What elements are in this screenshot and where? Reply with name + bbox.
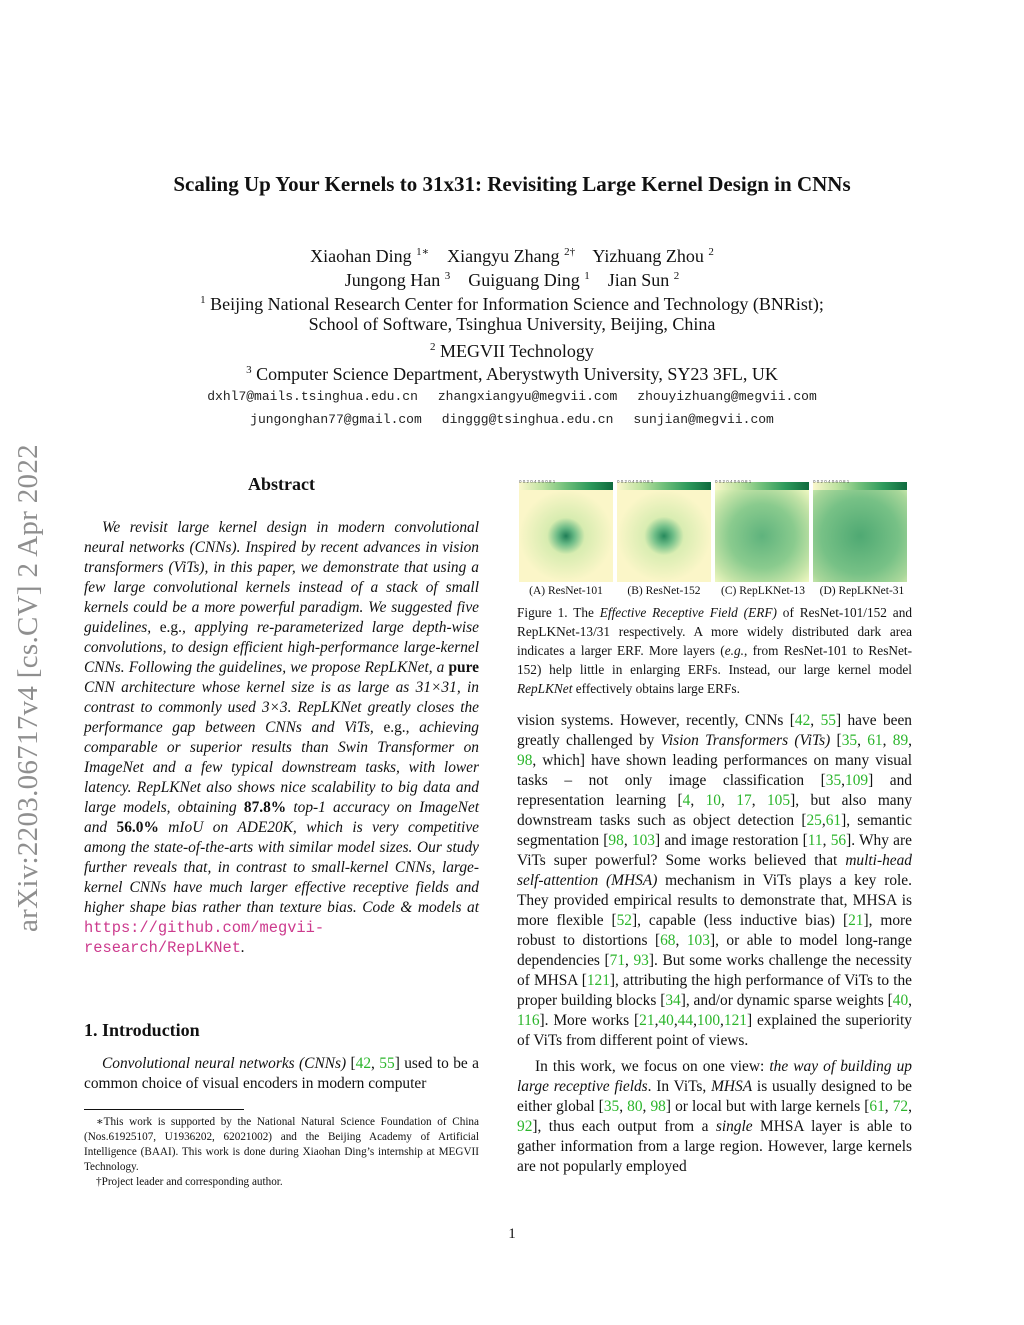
citation-link[interactable]: 105 — [766, 792, 791, 809]
affiliation-3 — [0, 358, 1024, 386]
paragraph: In this work, we focus on one view: the way of building up large receptive fields. In ViTs, MHSA is usually designed to be either global [35, 80, 98] or local but with large kernels [61, 72, 92], thus each output from a single MHSA layer is able to gather information from a large region. However, large kernels are not popularly employed — [517, 1058, 913, 1175]
citation-link[interactable]: 10 — [705, 792, 721, 809]
citation-link[interactable]: 71 — [609, 952, 626, 969]
erf-heatmap — [519, 490, 613, 582]
colorbar-ticks: 0 0.2 0.4 0.6 0.8 1 — [519, 479, 556, 484]
citation-link[interactable]: 42 — [355, 1055, 372, 1072]
citation-link[interactable]: 44 — [677, 1012, 694, 1029]
colorbar-ticks: 0 0.2 0.4 0.6 0.8 1 — [617, 479, 654, 484]
erf-panel-c — [715, 479, 809, 582]
citation-link[interactable]: 25 — [806, 812, 822, 829]
citation-link[interactable]: 61 — [869, 1098, 885, 1115]
right-column-text — [517, 711, 912, 1177]
affiliation-1b: School of Software, Tsinghua University, Beijing, China — [308, 314, 716, 334]
footnote-rule — [84, 1109, 244, 1110]
arxiv-identifier: arXiv:2203.06717v4 [cs.CV] 2 Apr 2022 — [12, 444, 44, 932]
citation-link[interactable]: 61 — [825, 812, 842, 829]
email[interactable]: jungonghan77@gmail.com — [250, 412, 422, 427]
author-sup: 1∗ — [416, 246, 430, 258]
erf-heatmap — [617, 490, 711, 582]
citation-link[interactable]: 40 — [892, 992, 909, 1009]
author-name: Guiguang Ding — [468, 270, 580, 290]
email[interactable]: sunjian@megvii.com — [633, 412, 774, 427]
abstract-heading: Abstract — [248, 474, 315, 494]
citation-link[interactable]: 21 — [848, 912, 864, 929]
affiliation-text: Beijing National Research Center for Information Science and Technology (BNRist); — [210, 294, 824, 314]
erf-heatmap — [813, 490, 907, 582]
intro-paragraph: Convolutional neural networks (CNNs) [42, 55] used to be a common choice of visual encoders in modern computer — [84, 1055, 480, 1092]
citation-link[interactable]: 17 — [736, 792, 752, 809]
citation-link[interactable]: 103 — [686, 932, 710, 949]
author-name: Xiaohan Ding — [310, 246, 412, 266]
citation-link[interactable]: 93 — [633, 952, 649, 969]
erf-heatmap — [715, 490, 809, 582]
citation-link[interactable]: 72 — [892, 1098, 909, 1115]
citation-link[interactable]: 121 — [586, 972, 610, 989]
citation-link[interactable]: 116 — [517, 1012, 540, 1029]
citation-link[interactable]: 34 — [665, 992, 681, 1009]
citation-link[interactable]: 52 — [616, 912, 632, 929]
citation-link[interactable]: 4 — [682, 792, 691, 809]
citation-link[interactable]: 103 — [631, 832, 655, 849]
subfigure-label: (A) ResNet-101 — [529, 585, 603, 597]
code-link[interactable]: https://github.com/megvii-research/RepLKNet — [84, 919, 325, 957]
citation-link[interactable]: 68 — [660, 932, 676, 949]
figure-caption: Figure 1. The Effective Receptive Field (ERF) of ResNet-101/152 and RepLKNet-13/31 respectively. A more widely distributed dark area indicates a larger ERF. More layers (e.g., from ResNet-101 to ResNet-152) help little in enlarging ERFs. Instead, our large kernel model RepLKNet effectively obtains large ERFs. — [517, 605, 912, 696]
erf-area — [715, 490, 809, 582]
citation-link[interactable]: 42 — [794, 712, 811, 729]
author-name: Yizhuang Zhou — [592, 246, 704, 266]
citation-link[interactable]: 100 — [696, 1012, 721, 1029]
citation-link[interactable]: 92 — [517, 1118, 533, 1135]
citation-link[interactable]: 98 — [517, 752, 533, 769]
citation-link[interactable]: 35 — [603, 1098, 620, 1115]
footnote-2: †Project leader and corresponding author. — [96, 1176, 283, 1188]
email[interactable]: dxhl7@mails.tsinghua.edu.cn — [207, 389, 418, 404]
citation-link[interactable]: 121 — [723, 1012, 747, 1029]
citation-link[interactable]: 21 — [639, 1012, 655, 1029]
erf-panel-a — [519, 479, 613, 582]
aff-sup: 1 — [200, 294, 206, 306]
email[interactable]: zhangxiangyu@megvii.com — [437, 389, 618, 404]
author-name: Xiangyu Zhang — [447, 246, 560, 266]
figure-erf — [517, 474, 913, 597]
aff-sup: 2 — [430, 341, 436, 353]
citation-link[interactable]: 109 — [845, 772, 869, 789]
author-sup: 2 — [708, 246, 714, 258]
paragraph: vision systems. However, recently, CNNs [42, 55] have been greatly challenged by Vision Transformers (ViTs) [35, 61, 89, 98, which] have shown leading performances on many visual tasks – not only image classification [35,109] and representation learning [4, 10, 17, 105], but also many downstream tasks such as object detection [25,61], semantic segmentation [98, 103] and image restoration [11, 56]. Why are ViTs super powerful? Some works believed that multi-head self-attention (MHSA) mechanism in ViTs plays a key role. They provided empirical results to demonstrate that, MHSA is more flexible [52], capable (less inductive bias) [21], more robust to distortions [68, 103], or able to model long-range dependencies [71, 93]. But some works challenge the necessity of MHSA [121], attributing the high performance of ViTs to the proper building blocks [34], and/or dynamic sparse weights [40, 116]. More works [21,40,44,100,121] explained the superiority of ViTs from different point of views. — [517, 712, 913, 1049]
page-number: 1 — [508, 1226, 516, 1242]
email[interactable]: zhouyizhuang@megvii.com — [637, 389, 817, 404]
citation-link[interactable]: 11 — [807, 832, 823, 849]
citation-link[interactable]: 55 — [379, 1055, 395, 1072]
erf-area — [813, 490, 907, 582]
colorbar-ticks: 0 0.2 0.4 0.6 0.8 1 — [715, 479, 752, 484]
erf-area — [519, 490, 613, 582]
affiliation-text: MEGVII Technology — [440, 341, 594, 361]
colorbar-ticks: 0 0.2 0.4 0.6 0.8 1 — [813, 479, 850, 484]
citation-link[interactable]: 55 — [820, 712, 836, 729]
author-sup: 2 — [673, 270, 680, 282]
citation-link[interactable]: 35 — [825, 772, 842, 789]
erf-area — [617, 490, 711, 582]
footnote-1: ∗This work is supported by the National Natural Science Foundation of China (Nos.61925107, U1936202, 62021002) and the Beijing Academy of Artificial Intelligence (BAAI). This work is done during Xiaohan Ding’s internship at MEGVII Technology. — [84, 1116, 479, 1173]
email-row-1 — [0, 385, 1024, 408]
citation-link[interactable]: 89 — [892, 732, 909, 749]
author-sup: 1 — [584, 270, 590, 282]
citation-link[interactable]: 80 — [627, 1098, 643, 1115]
abstract-body: We revisit large kernel design in modern convolutional neural networks (CNNs). Inspired by recent advances in vision transformers (ViTs), in this paper, we demonstrate that using a few large convolutional kernels instead of a stack of small kernels could be a more powerful paradigm. We suggested five guidelines, e.g., applying re-parameterized large depth-wise convolutions, to design efficient high-performance large-kernel CNNs. Following the guidelines, we propose RepLKNet, a pure CNN architecture whose kernel size is as large as 31×31, in contrast to commonly used 3×3. RepLKNet greatly closes the performance gap between CNNs and ViTs, e.g., achieving comparable or superior results than Swin Transformer on ImageNet and a few typical downstream tasks, with lower latency. RepLKNet also shows nice scalability to big data and large models, obtaining 87.8% top-1 accuracy on ImageNet and 56.0% mIoU on ADE20K, which is very competitive among the state-of-the-arts with similar model sizes. Our study further reveals that, in contrast to small-kernel CNNs, large-kernel CNNs have much larger effective receptive fields and higher shape bias rather than texture bias. Code & models at https://github.com/megvii-research/RepLKNet. — [84, 519, 479, 957]
erf-panel-d — [813, 479, 907, 582]
citation-link[interactable]: 35 — [841, 732, 858, 749]
erf-panel-b — [617, 479, 711, 582]
citation-link[interactable]: 98 — [650, 1098, 666, 1115]
subfigure-label: (B) ResNet-152 — [627, 585, 701, 597]
author-name: Jian Sun — [607, 270, 670, 290]
author-sup: 3 — [444, 270, 451, 282]
citation-link[interactable]: 98 — [608, 832, 624, 849]
paper-title: Scaling Up Your Kernels to 31x31: Revisiting Large Kernel Design in CNNs — [173, 172, 851, 196]
author-name: Jungong Han — [344, 270, 441, 290]
author-sup: 2† — [564, 246, 576, 258]
citation-link[interactable]: 56 — [830, 832, 847, 849]
subfigure-label: (D) RepLKNet-31 — [819, 585, 905, 597]
citation-link[interactable]: 61 — [867, 732, 883, 749]
affiliation-text: Computer Science Department, Aberystwyth University, SY23 3FL, UK — [256, 364, 778, 384]
aff-sup: 3 — [246, 364, 252, 376]
section-heading: 1. Introduction — [84, 1020, 200, 1040]
email[interactable]: dinggg@tsinghua.edu.cn — [441, 412, 614, 427]
footnotes — [84, 1115, 479, 1190]
subfigure-label: (C) RepLKNet-13 — [721, 585, 805, 597]
email-row-2 — [0, 408, 1024, 431]
citation-link[interactable]: 40 — [658, 1012, 674, 1029]
